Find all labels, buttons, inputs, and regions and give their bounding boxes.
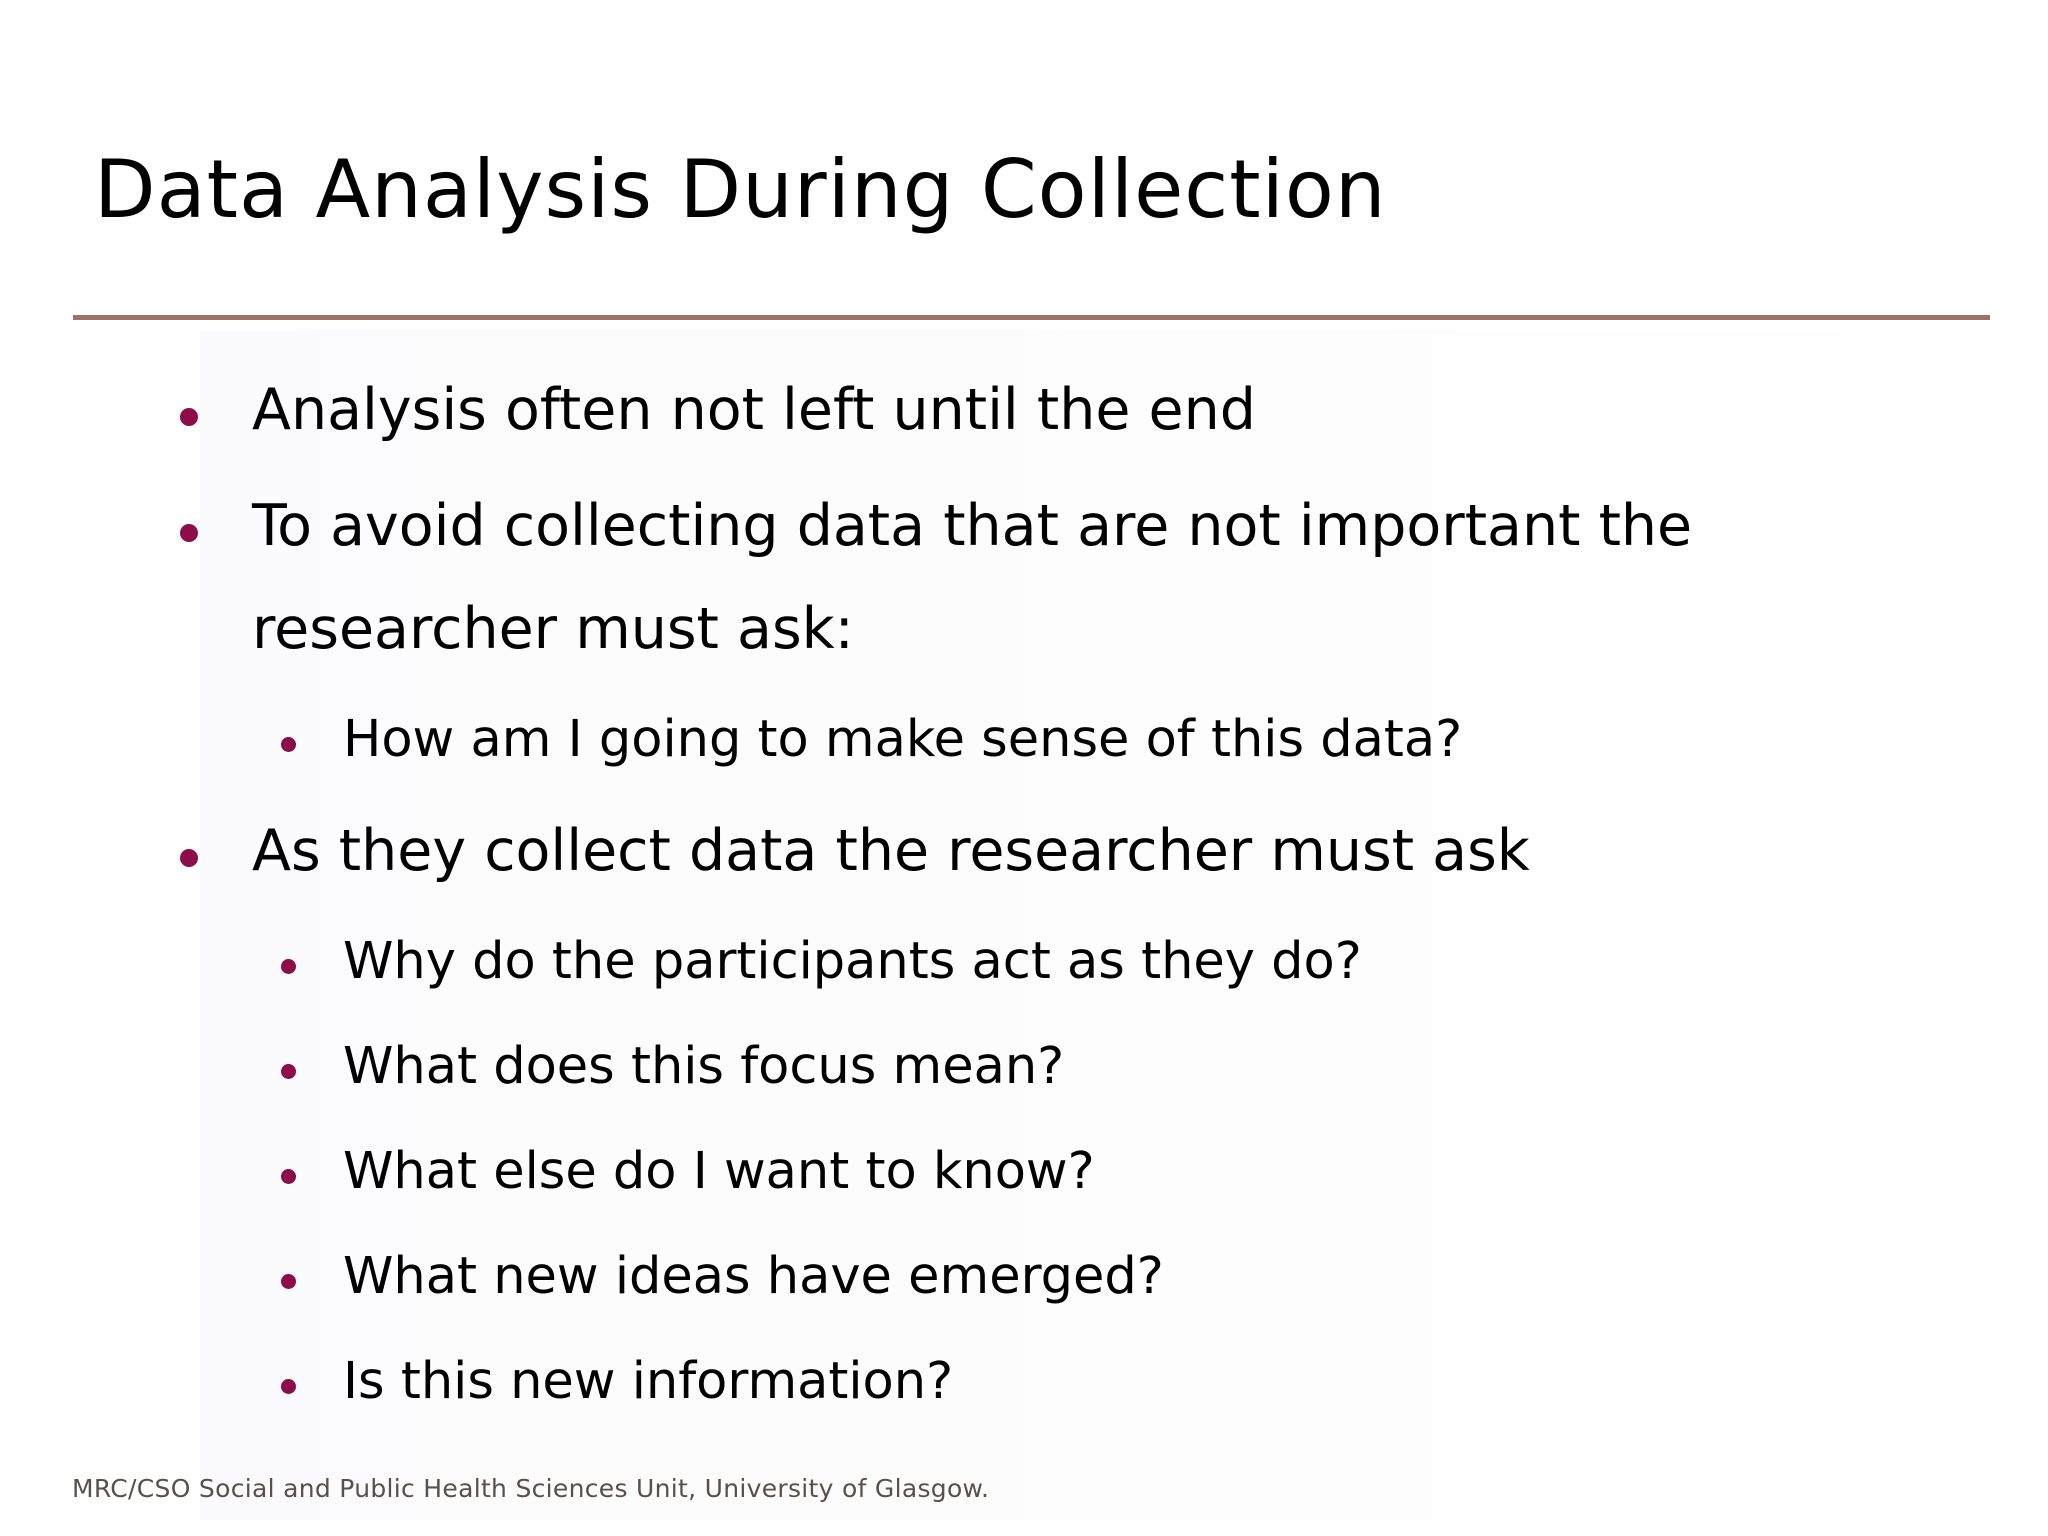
sub-bullet-item: [343, 1352, 954, 1411]
sub-bullet-dot-icon: [281, 1274, 296, 1289]
sub-bullet-item: [343, 1037, 1065, 1096]
bullet-text: What new ideas have emerged?: [343, 1247, 1164, 1306]
bullet-text: To avoid collecting data that are not important the: [252, 493, 1693, 559]
sub-bullet-item: [343, 710, 1463, 769]
bullet-text: As they collect data the researcher must ask: [252, 818, 1530, 884]
slide-title: Data Analysis During Collection: [94, 143, 1387, 236]
bullet-dot-icon: [180, 524, 198, 542]
sub-bullet-item: [343, 932, 1362, 991]
sub-bullet-item: [343, 1247, 1164, 1306]
bullet-text: What does this focus mean?: [343, 1037, 1065, 1096]
sub-bullet-item: [343, 1142, 1095, 1201]
sub-bullet-dot-icon: [281, 737, 296, 752]
bullet-text: Analysis often not left until the end: [252, 377, 1256, 443]
bullet-continuation: researcher must ask:: [252, 596, 854, 662]
bullet-dot-icon: [180, 408, 198, 426]
bullet-item: [252, 377, 1256, 443]
bullet-text: What else do I want to know?: [343, 1142, 1095, 1201]
bullet-text: Why do the participants act as they do?: [343, 932, 1362, 991]
bullet-dot-icon: [180, 849, 198, 867]
bullet-text: How am I going to make sense of this data?: [343, 710, 1463, 769]
sub-bullet-dot-icon: [281, 1064, 296, 1079]
slide-footer: MRC/CSO Social and Public Health Sciences Unit, University of Glasgow.: [72, 1474, 990, 1503]
sub-bullet-dot-icon: [281, 1169, 296, 1184]
sub-bullet-dot-icon: [281, 959, 296, 974]
bullet-item: [252, 493, 1693, 559]
bullet-text: Is this new information?: [343, 1352, 954, 1411]
sub-bullet-dot-icon: [281, 1379, 296, 1394]
bullet-item: [252, 818, 1530, 884]
